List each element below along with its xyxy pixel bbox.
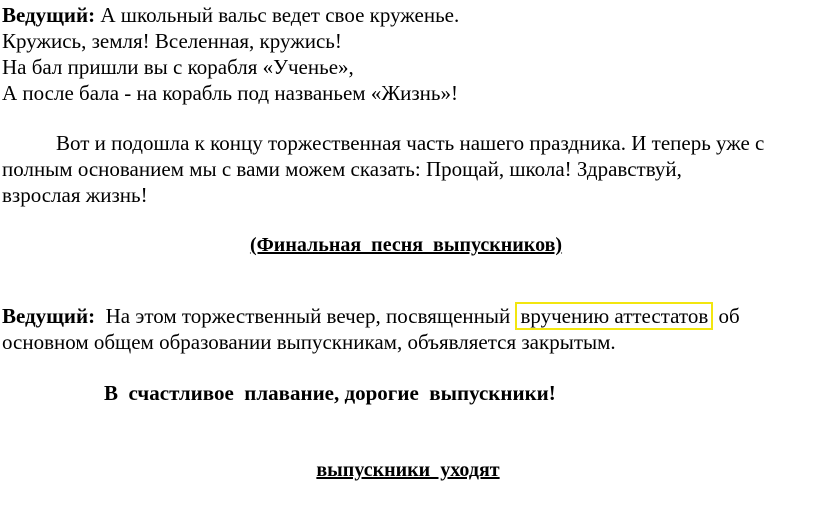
closing-text-before: На этом торжественный вечер, посвященный [95, 304, 516, 328]
paragraph-line-2: полным основанием мы с вами можем сказать: Прощай, школа! Здравствуй, [2, 157, 682, 181]
paragraph-line-1: Вот и подошла к концу торжественная часть нашего праздника. И теперь уже с [56, 131, 765, 155]
exit-heading: выпускники уходят [316, 459, 500, 481]
closing-speaker-label: Ведущий: [2, 304, 96, 328]
closing-text-after: об [713, 304, 740, 328]
stanza-line-4: А после бала - на корабль под названьем «Жизнь»! [2, 81, 458, 105]
stanza-line-1-text: А школьный вальс ведет свое круженье. [95, 3, 460, 27]
stanza-line-1 [2, 2, 459, 28]
farewell-wish: В счастливое плавание, дорогие выпускники! [104, 381, 556, 405]
speaker-label: Ведущий: [2, 3, 96, 27]
song-heading: (Финальная песня выпускников) [249, 234, 563, 256]
highlighted-phrase: вручению аттестатов [515, 302, 713, 330]
stanza-line-2: Кружись, земля! Вселенная, кружись! [2, 29, 342, 53]
stanza-line-3: На бал пришли вы с корабля «Ученье», [2, 55, 354, 79]
paragraph-line-3: взрослая жизнь! [2, 183, 148, 207]
closing-line-1 [2, 303, 740, 329]
closing-line-2: основном общем образовании выпускникам, объявляется закрытым. [2, 330, 616, 354]
